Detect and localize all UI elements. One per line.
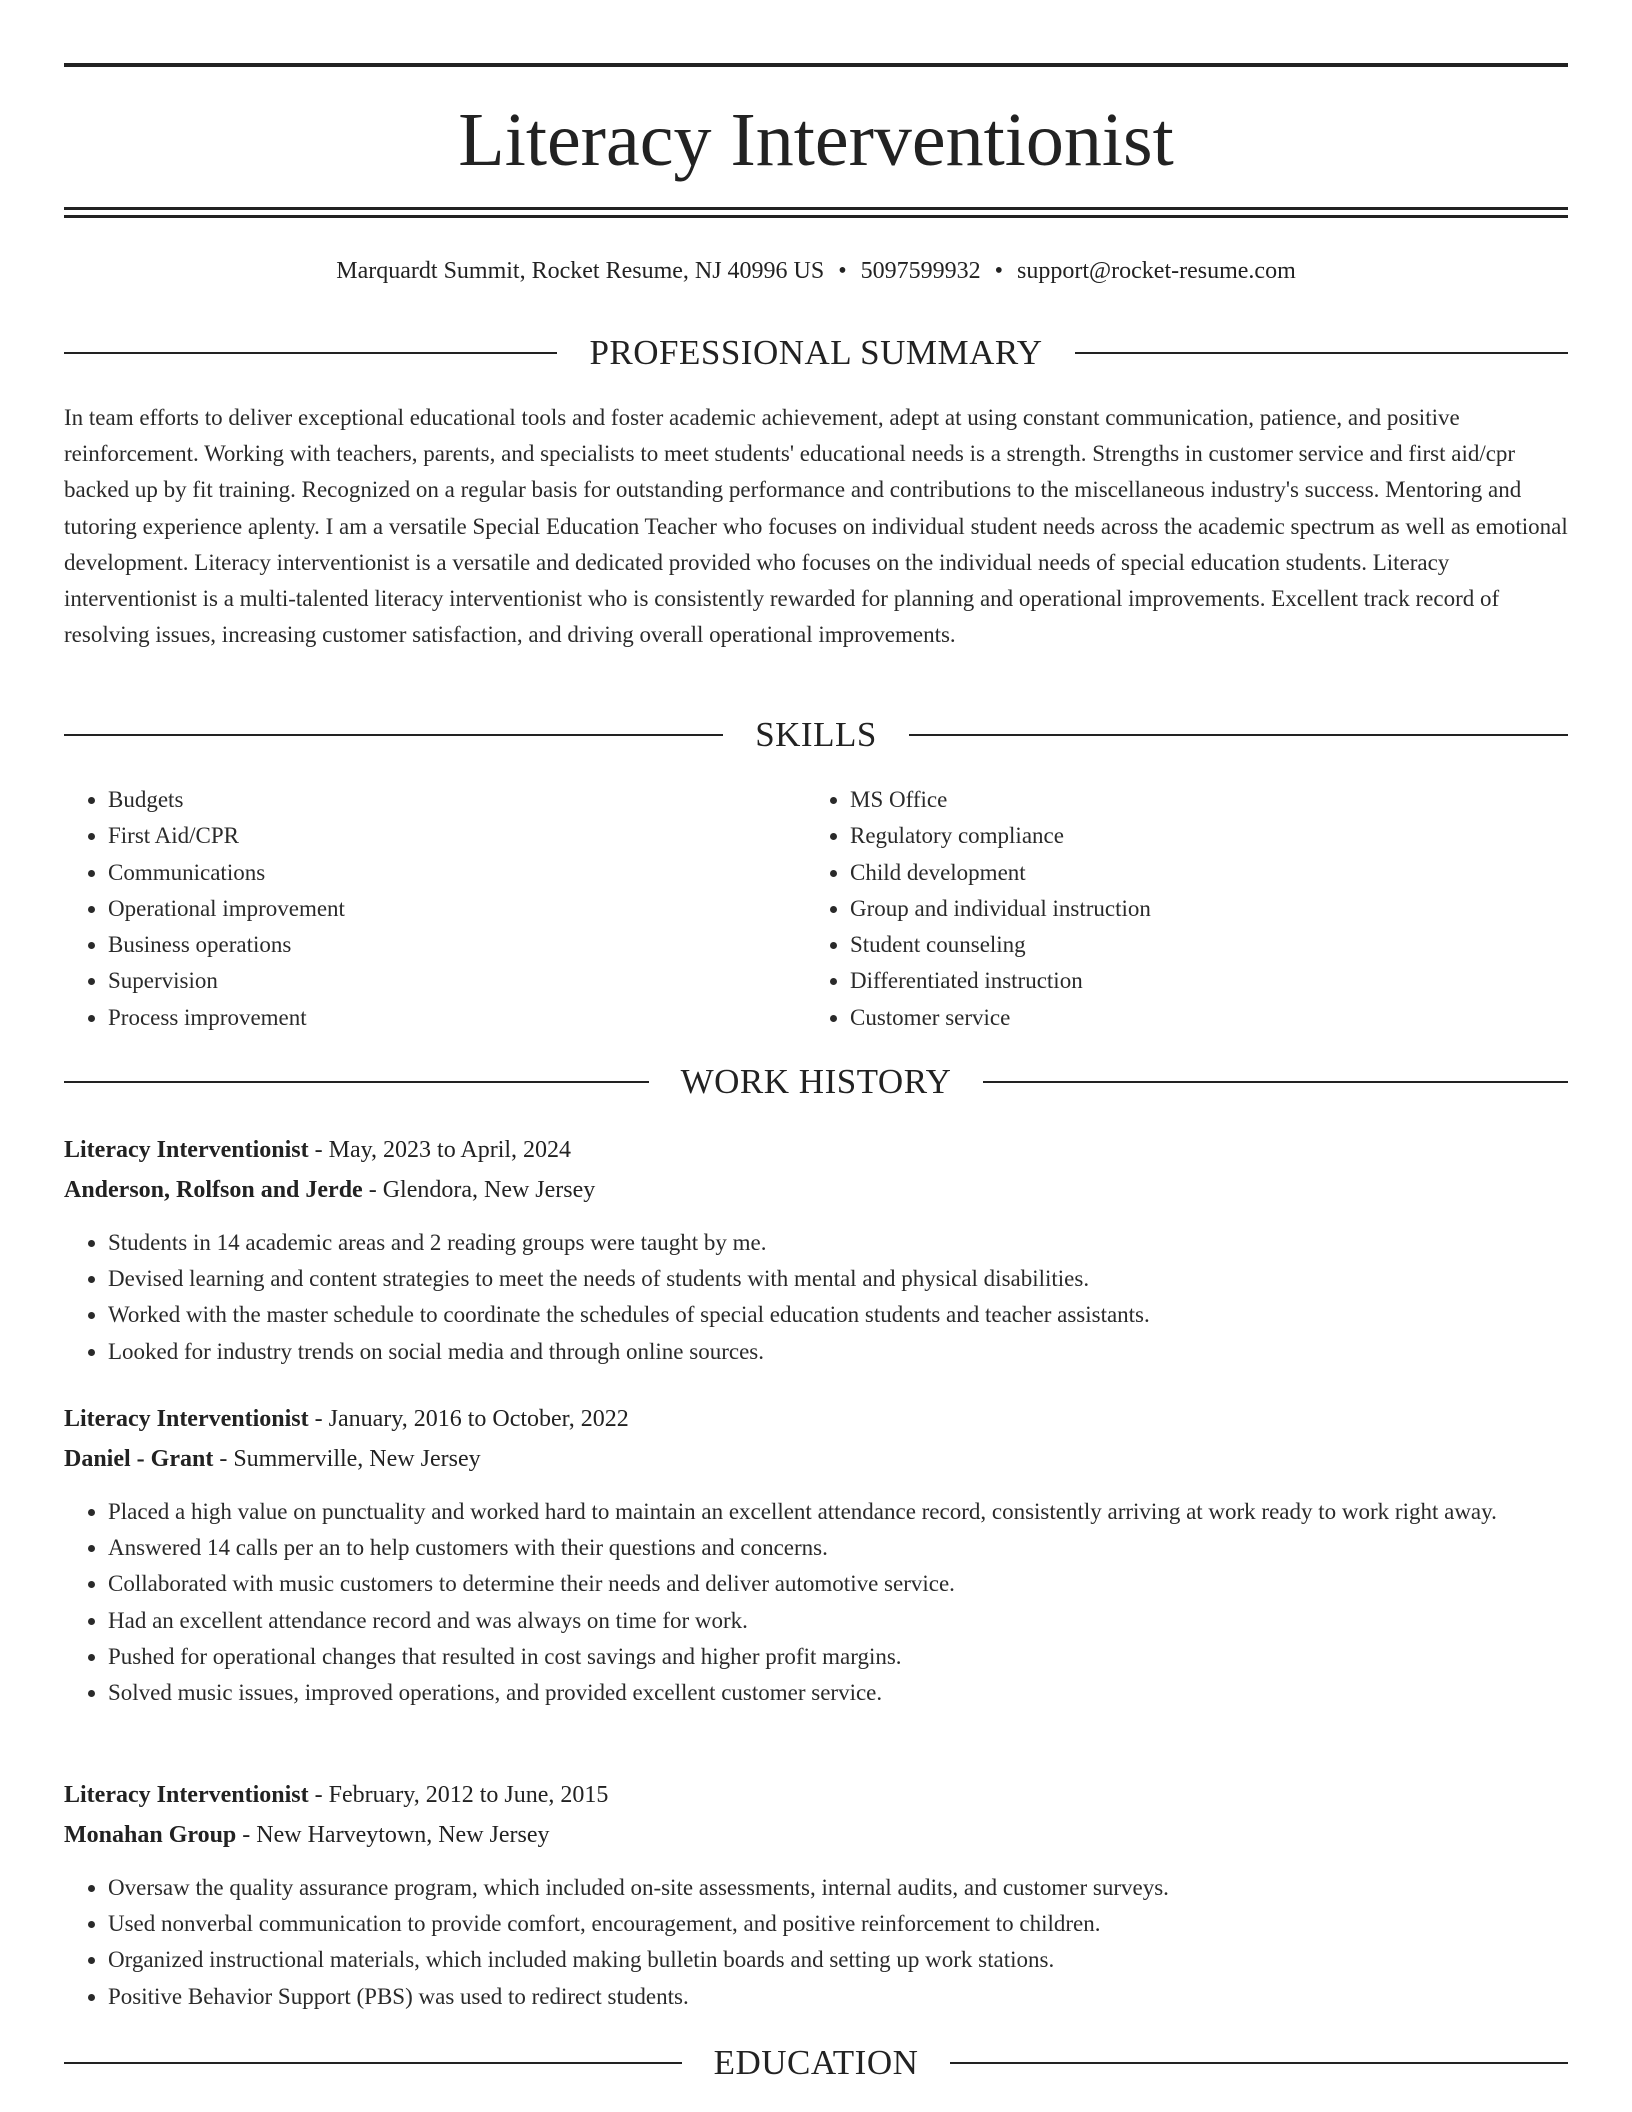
skill-item: • Differentiated instruction [850,963,1548,999]
job-bullet: • Devised learning and content strategies to meet the needs of students with mental and physical disabilities. [108,1261,1568,1297]
section-rule-left [64,1081,649,1083]
summary-paragraph: In team efforts to deliver exceptional educational tools and foster academic achievement, adept at using constant communication, patience, and positive reinforcement. Working with teachers, parents, and specialists to meet students' educational needs is a strength. Strengths in customer service and first aid/cpr backed up by fit training. Recognized on a regular basis for outstanding performance and contributions to the miscellaneous industry's success. Mentoring and tutoring experience aplenty. I am a versatile Special Education Teacher who focuses on individual student needs across the academic spectrum as well as emotional development. Literacy interventionist is a versatile and dedicated provided who focuses on the individual needs of special education students. Literacy interventionist is a multi-talented literacy interventionist who is consistently rewarded for planning and operational improvements. Excellent track record of resolving issues, increasing customer satisfaction, and driving overall operational improvements. [64,405,1568,648]
skill-item: • Student counseling [850,927,1548,963]
section-title-education: EDUCATION [713,2043,919,2082]
job-title-line [64,1400,1568,1438]
job-location: - Glendora, New Jersey [362,1177,596,1203]
skill-item: • Customer service [850,1000,1548,1036]
section-header-work-history [64,1059,1568,1105]
title-rule-lower [64,215,1568,218]
section-title-skills: SKILLS [755,715,877,754]
contact-separator: • [994,258,1004,284]
skill-item: • Supervision [108,963,806,999]
job-company-line [64,1816,1568,1854]
job-bullet: • Placed a high value on punctuality and worked hard to maintain an excellent attendance record, consistently arriving at work ready to work right away. [108,1494,1568,1530]
contact-phone: 5097599932 [860,258,981,284]
job-company: Anderson, Rolfson and Jerde [64,1177,363,1203]
skill-item: • Business operations [108,927,806,963]
job-bullet: • Solved music issues, improved operations, and provided excellent customer service. [108,1675,1568,1711]
job-title-line [64,1776,1568,1814]
job-company: Daniel - Grant [64,1446,214,1472]
skills-list-left [64,782,806,1036]
contact-line [64,254,1568,288]
skill-item: • Communications [108,855,806,891]
job-entry [64,1776,1568,2015]
section-header-education [64,2040,1568,2086]
skill-item: • First Aid/CPR [108,818,806,854]
job-company-line [64,1440,1568,1478]
contact-separator: • [838,258,847,284]
job-title: Literacy Interventionist [64,1137,309,1163]
section-rule-right [950,2062,1568,2064]
job-entry [64,1400,1568,1711]
job-bullet: • Organized instructional materials, which included making bulletin boards and setting up work stations. [108,1942,1568,1978]
job-bullet: • Used nonverbal communication to provide comfort, encouragement, and positive reinforcement to children. [108,1906,1568,1942]
job-bullet: • Collaborated with music customers to determine their needs and deliver automotive service. [108,1566,1568,1602]
job-bullets [64,1494,1568,1711]
section-header-summary [64,330,1568,376]
section-header-skills [64,712,1568,758]
section-rule-right [983,1081,1568,1083]
skill-item: • Budgets [108,782,806,818]
job-bullet: • Students in 14 academic areas and 2 reading groups were taught by me. [108,1225,1568,1261]
top-rule [64,63,1568,67]
title-rule-upper [64,207,1568,210]
job-bullet: • Oversaw the quality assurance program, which included on-site assessments, internal audits, and customer surveys. [108,1870,1568,1906]
job-title: Literacy Interventionist [64,1406,309,1432]
job-title-line [64,1131,1568,1169]
skills-list-right [806,782,1548,1036]
job-entry [64,1131,1568,1370]
section-rule-right [1075,352,1568,354]
section-title-summary: PROFESSIONAL SUMMARY [589,333,1043,372]
skill-item: • MS Office [850,782,1548,818]
job-location: - Summerville, New Jersey [213,1446,481,1472]
job-bullet: • Looked for industry trends on social media and through online sources. [108,1334,1568,1370]
section-rule-right [909,734,1568,736]
skill-item: • Regulatory compliance [850,818,1548,854]
skill-item: • Operational improvement [108,891,806,927]
contact-email: support@rocket-resume.com [1017,258,1296,284]
job-dates: - January, 2016 to October, 2022 [308,1406,629,1432]
job-bullet: • Pushed for operational changes that resulted in cost savings and higher profit margins. [108,1639,1568,1675]
job-title: Literacy Interventionist [64,1782,309,1808]
job-dates: - May, 2023 to April, 2024 [308,1137,572,1163]
job-bullet: • Had an excellent attendance record and was always on time for work. [108,1603,1568,1639]
job-company: Monahan Group [64,1822,237,1848]
resume-title: Literacy Interventionist [458,98,1174,182]
job-company-line [64,1171,1568,1209]
skill-item: • Group and individual instruction [850,891,1548,927]
section-rule-left [64,352,557,354]
job-bullet: • Positive Behavior Support (PBS) was used to redirect students. [108,1979,1568,2015]
job-bullet: • Worked with the master schedule to coordinate the schedules of special education students and teacher assistants. [108,1297,1568,1333]
skill-item: • Process improvement [108,1000,806,1036]
contact-address: Marquardt Summit, Rocket Resume, NJ 40996 US [336,258,825,284]
skill-item: • Child development [850,855,1548,891]
job-location: - New Harveytown, New Jersey [236,1822,550,1848]
skills-columns [64,782,1568,1036]
section-rule-left [64,734,723,736]
section-rule-left [64,2062,682,2064]
job-dates: - February, 2012 to June, 2015 [308,1782,609,1808]
section-title-work-history: WORK HISTORY [680,1062,952,1101]
job-bullets [64,1870,1568,2015]
job-bullets [64,1225,1568,1370]
job-bullet: • Answered 14 calls per an to help customers with their questions and concerns. [108,1530,1568,1566]
